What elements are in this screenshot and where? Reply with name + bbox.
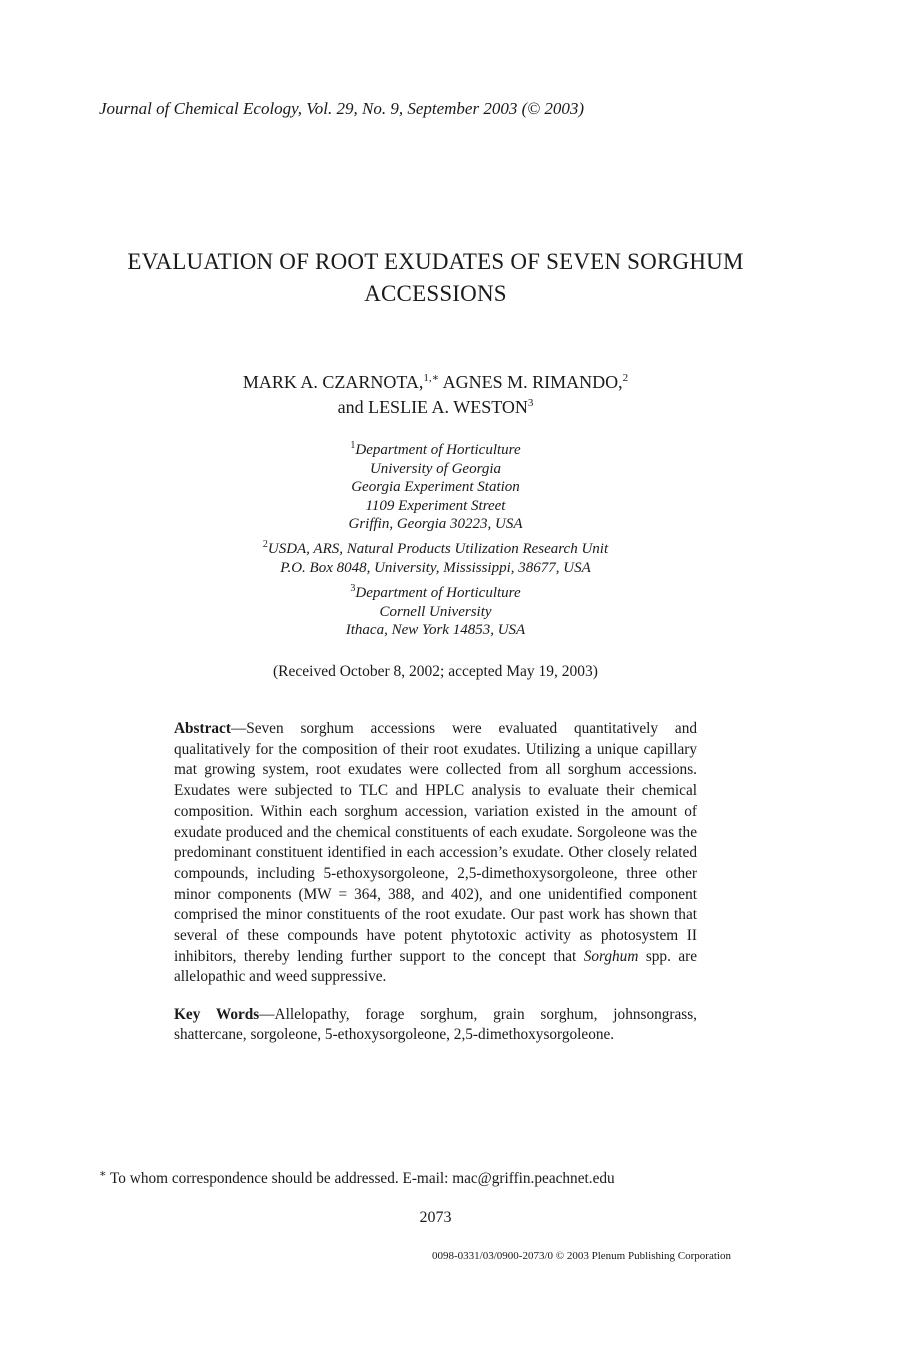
author-rimando-sup: 2 xyxy=(622,372,629,384)
abstract-text: —Seven sorghum accessions were evaluated quantitatively and qualitatively for the composition of their root exudates. Utilizing a unique capillary mat growing system, root exudates were collected from all sorghum accessions. Exudates were subjected to TLC and HPLC analysis to evaluate their chemical composition. Within each sorghum accession, variation existed in the amount of exudate produced and the chemical constituents of each exudate. Sorgoleone was the predominant constituent identified in each accession’s exudate. Other closely related compounds, including 5-ethoxysorgoleone, 2,5-dimethoxysorgoleone, three other minor components (MW = 364, 388, and 402), and one unidentified component comprised the minor constituents of the root exudate. Our past work has shown that several of these compounds have potent phytotoxic activity as photosystem II inhibitors, thereby lending further support to the concept that xyxy=(174,720,697,965)
affiliation-2-address: P.O. Box 8048, University, Mississippi, 38677, USA xyxy=(280,559,591,576)
affiliation-1-line xyxy=(80,441,791,460)
author-line-1 xyxy=(80,370,791,395)
footnote-text: To whom correspondence should be addressed. E-mail: mac@griffin.peachnet.edu xyxy=(106,1170,615,1187)
affiliation-1-university: University of Georgia xyxy=(369,460,502,477)
affiliation-2-sup: 2 xyxy=(262,539,268,550)
title-line-2: ACCESSIONS xyxy=(364,281,507,306)
affiliation-1-station: Georgia Experiment Station xyxy=(351,479,520,496)
footnote-mark: ∗ xyxy=(99,1167,107,1180)
author-line-2 xyxy=(80,395,791,420)
affiliation-2-line xyxy=(80,540,791,559)
abstract-text-end: spp. are allelopathic and weed suppressive. xyxy=(174,947,697,986)
affiliation-3-university: Cornell University xyxy=(379,603,492,620)
affiliation-1-city: Griffin, Georgia 30223, USA xyxy=(348,516,523,533)
affiliation-2 xyxy=(80,540,791,577)
affiliation-1-street: 1109 Experiment Street xyxy=(365,497,506,514)
title-line-1: EVALUATION OF ROOT EXUDATES OF SEVEN SORGHUM xyxy=(127,249,744,274)
affiliation-3-sup: 3 xyxy=(350,583,356,594)
affiliation-1 xyxy=(80,441,791,534)
affiliation-3-dept: Department of Horticulture xyxy=(355,585,521,601)
author-list xyxy=(80,370,791,420)
affiliation-3-city: Ithaca, New York 14853, USA xyxy=(345,622,526,639)
abstract-label: Abstract xyxy=(174,720,231,737)
author-weston: and LESLIE A. WESTON xyxy=(337,397,528,417)
affiliation-1-dept: Department of Horticulture xyxy=(355,442,521,458)
author-czarnota: MARK A. CZARNOTA, xyxy=(242,372,424,392)
affiliation-2-unit: USDA, ARS, Natural Products Utilization Research Unit xyxy=(267,541,609,557)
author-weston-sup: 3 xyxy=(527,397,534,409)
author-rimando: AGNES M. RIMANDO, xyxy=(439,372,623,392)
key-words-text: —Allelopathy, forage sorghum, grain sorghum, johnsongrass, shattercane, sorgoleone, 5-ethoxysorgoleone, 2,5-dimethoxysorgoleone. xyxy=(174,1006,697,1043)
correspondence-footnote xyxy=(99,1167,615,1188)
key-words xyxy=(174,1005,697,1044)
affiliation-1-sup: 1 xyxy=(350,440,356,451)
journal-header: Journal of Chemical Ecology, Vol. 29, No. 9, September 2003 (© 2003) xyxy=(99,99,585,118)
abstract xyxy=(174,719,697,988)
paper-title xyxy=(80,246,791,310)
affiliation-3-line xyxy=(80,584,791,603)
key-words-label: Key Words xyxy=(174,1006,260,1023)
abstract-genus: Sorghum xyxy=(583,947,639,965)
copyright-line: 0098-0331/03/0900-2073/0 © 2003 Plenum Publishing Corporation xyxy=(432,1250,731,1262)
affiliation-3 xyxy=(80,584,791,640)
author-czarnota-sup: 1,∗ xyxy=(423,372,440,384)
page-number: 2073 xyxy=(419,1209,452,1226)
received-dates: (Received October 8, 2002; accepted May 19, 2003) xyxy=(273,663,598,680)
